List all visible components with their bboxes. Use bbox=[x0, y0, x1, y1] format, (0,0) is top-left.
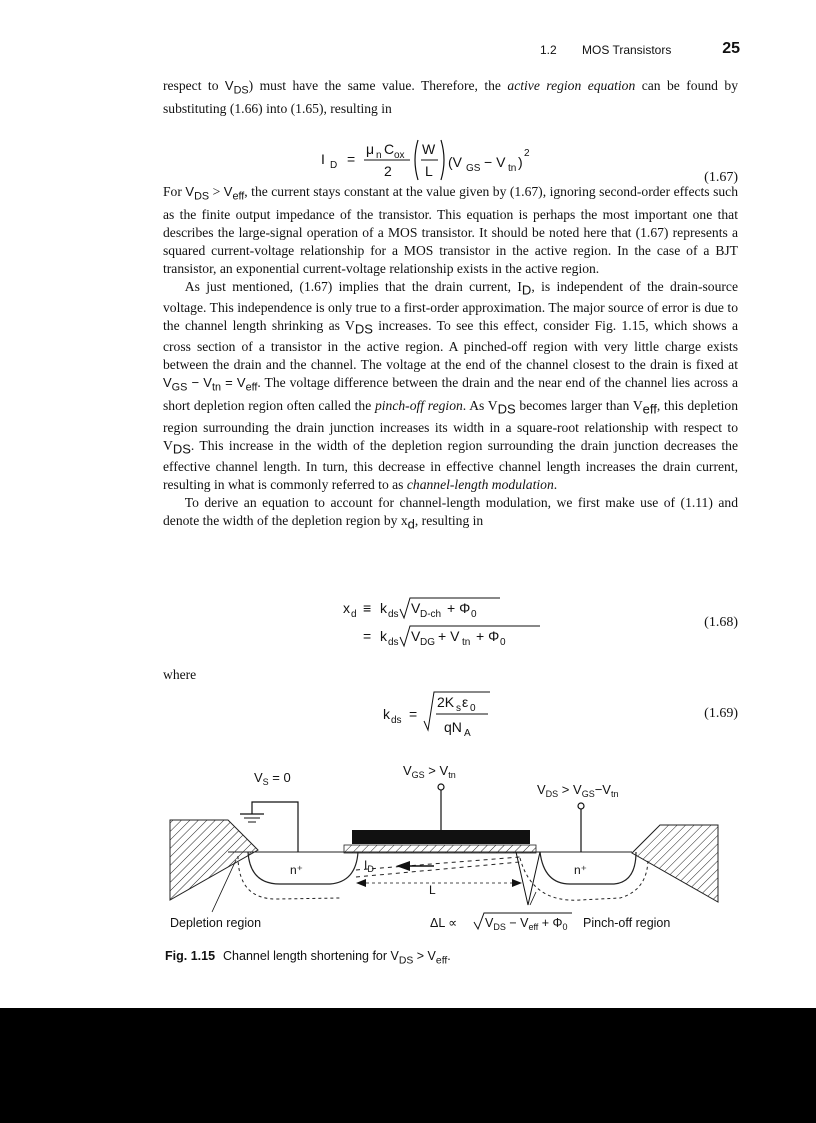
text: V bbox=[224, 78, 234, 93]
svg-text:x: x bbox=[343, 600, 350, 616]
svg-text:+ Φ: + Φ bbox=[447, 600, 471, 616]
gate-electrode bbox=[352, 830, 530, 844]
svg-text:qN: qN bbox=[444, 719, 462, 735]
svg-text:ds: ds bbox=[391, 715, 402, 726]
text: . As V bbox=[462, 398, 498, 414]
text: For bbox=[163, 184, 186, 199]
equation-number: (1.68) bbox=[704, 615, 738, 630]
text: . This increase in the width of the depletion region surrounding the drain junction decreases the effective channel length. In turn, this decrease in effective channel length increases the drain current, resulting in what is commonly referred to as bbox=[163, 437, 738, 493]
svg-text:DG: DG bbox=[420, 637, 435, 648]
svg-text:+ Φ: + Φ bbox=[476, 628, 500, 644]
svg-text:=: = bbox=[347, 151, 356, 167]
svg-text:VDS > VGS−Vtn: $V_{DS} > V_{GS}-V_{tn}$ bbox=[537, 782, 619, 799]
delta-l-label: ΔL ∝ bbox=[430, 916, 458, 930]
svg-text:2K: 2K bbox=[437, 694, 455, 710]
svg-text:VGS > Vtn: $V_{GS} > V_{tn}$ bbox=[403, 763, 456, 780]
text: , resulting in bbox=[414, 512, 484, 528]
svg-text:μ: μ bbox=[366, 141, 375, 157]
svg-text:A: A bbox=[464, 728, 471, 739]
text: To derive an equation to account for channel-length modulation, we first make use of (1.11) and denote the width of the depletion region by x bbox=[163, 494, 738, 528]
svg-text:W: W bbox=[422, 141, 436, 157]
equation-number: (1.67) bbox=[704, 170, 738, 185]
drain-nplus-label: n⁺ bbox=[574, 863, 588, 877]
svg-text:tn: tn bbox=[508, 163, 517, 174]
text: DS bbox=[398, 955, 414, 967]
svg-text:2: 2 bbox=[524, 148, 530, 159]
depletion-region-label: Depletion region bbox=[170, 916, 262, 930]
svg-text:GS: GS bbox=[466, 163, 481, 174]
equation-number: (1.69) bbox=[704, 706, 738, 721]
where-text: where bbox=[163, 667, 197, 682]
svg-text:V: V bbox=[411, 600, 421, 616]
field-oxide-right bbox=[632, 825, 718, 902]
text: DS bbox=[233, 84, 249, 97]
text: respect to bbox=[163, 78, 225, 93]
svg-text:C: C bbox=[384, 141, 395, 157]
svg-text:d: d bbox=[351, 609, 357, 620]
figure-caption bbox=[165, 949, 451, 967]
l-label: L bbox=[429, 883, 436, 897]
drain-diffusion bbox=[540, 852, 636, 884]
text: becomes larger than V bbox=[515, 398, 643, 414]
svg-text:): ) bbox=[518, 154, 523, 170]
text: . The voltage difference between the drain and the near end of the channel lies across a short depletion region often called the bbox=[163, 375, 738, 414]
text: can be found by substituting (1.66) into (1.65), resulting in bbox=[163, 78, 738, 117]
svg-text:ds: ds bbox=[388, 609, 399, 620]
svg-text:(V: (V bbox=[448, 154, 462, 170]
pinch-off-region-label: Pinch-off region bbox=[583, 916, 671, 930]
svg-text:0: 0 bbox=[470, 703, 476, 714]
text: As just mentioned, (1.67) implies that the drain current, I bbox=[184, 278, 522, 294]
text: ) must have the same value. Therefore, the bbox=[248, 78, 508, 93]
svg-text:k: k bbox=[383, 706, 390, 722]
text: eff bbox=[435, 955, 448, 967]
svg-text:=: = bbox=[409, 706, 418, 722]
channel bbox=[356, 857, 520, 870]
text: > bbox=[209, 184, 224, 199]
source-terminal bbox=[252, 802, 298, 852]
gate-oxide bbox=[344, 845, 536, 853]
svg-text:tn: tn bbox=[462, 637, 471, 648]
svg-text:=: = bbox=[363, 628, 372, 644]
section-number: 1.2 bbox=[540, 43, 557, 57]
svg-text:ox: ox bbox=[394, 150, 405, 161]
svg-text:+ V: + V bbox=[438, 628, 460, 644]
text: increases. To see this effect, consider Fig. 1.15, which shows a cross section of a transistor in the active region. A pinched-off region with very little charge exists between the drain and the channel. The voltage at the end of the channel closest to the drain is fixed at bbox=[163, 317, 738, 373]
svg-text:VDS − Veff + Φ0: $V_{DS} - V_{eff} + \Phi_0$ bbox=[485, 916, 568, 932]
text: . bbox=[447, 949, 451, 963]
pinch-off-wedge bbox=[516, 852, 540, 905]
svg-text:VS = 0: $V_S = 0$ bbox=[254, 770, 291, 787]
svg-text:n: n bbox=[376, 150, 382, 161]
svg-text:I: I bbox=[321, 151, 325, 167]
svg-text:2: 2 bbox=[384, 163, 392, 179]
svg-text:D-ch: D-ch bbox=[420, 609, 442, 620]
source-depletion bbox=[238, 856, 340, 899]
field-oxide-left bbox=[170, 820, 258, 900]
svg-text:ε: ε bbox=[462, 694, 469, 710]
svg-text:s: s bbox=[456, 703, 461, 714]
scan-black-margin bbox=[0, 1008, 816, 1123]
section-title: MOS Transistors bbox=[582, 43, 672, 57]
svg-text:k: k bbox=[380, 600, 387, 616]
svg-text:− V: − V bbox=[484, 154, 506, 170]
term-pinch-off-region: pinch-off region bbox=[374, 398, 463, 414]
caption-number: Fig. 1.15 bbox=[165, 949, 216, 963]
text: . bbox=[553, 477, 558, 493]
svg-text:ds: ds bbox=[388, 637, 399, 648]
text: > V bbox=[413, 949, 436, 963]
svg-text:0: 0 bbox=[471, 609, 477, 620]
text: , is independent of the drain-source voltage. This independence is only true to a first-order approximation. The major source of error is due to the channel length shrinking as V bbox=[163, 278, 738, 333]
caption-text: Channel length shortening for V bbox=[223, 949, 399, 963]
svg-text:D: D bbox=[330, 160, 338, 171]
page-number: 25 bbox=[722, 40, 740, 57]
paragraph-body: For $V_{DS} > V_{eff}$, the current stays constant at the value given by (1.67), ignoring second-order effects such as the finite output impedance of the transistor. This equation is perhaps the most important one that describes the large-signal operation of a MOS transistor. It should be noted here that (1.67) represents a squared current-voltage relationship for a MOS transistor in the active region. In the case of a BJT transistor, an exponential current-voltage relationship exists in the active region. As just mentioned, (1.67) implies that the drain current, $I_D$, is independent of the drain-source voltage. This independence is only true to a first-order approximation. The major source of error is due to the channel length shrinking as $V_{DS}$ increases. To see this effect, consider Fig. 1.15, which shows a cross section of a transistor in the active region. A pinched-off region with very little charge exists between the drain and the channel. The voltage at the end of the channel closest to the drain is fixed at $V_{GS} - V_{tn} = V_{eff}$. The voltage difference between the drain and the near end of the channel lies across a short depletion region often called the pinch-off region. As $V_{DS}$ becomes larger than $V_{eff}$, this depletion region surrounding the drain junction increases its width in a square-root relationship with respect to $V_{DS}$. This increase in the width of the depletion region surrounding the drain junction decreases the effective channel length. In turn, this decrease in effective channel length increases the drain current, resulting in what is commonly referred to as channel-length modulation. To derive an equation to account for channel-length modulation, we first make use of (1.11) and denote the width of the depletion region by $x_d$, resulting in bbox=[163, 184, 739, 532]
text: , the current stays constant at the value given by (1.67), ignoring second-order effects such as the finite output impedance of the transistor. This equation is perhaps the most important one that describes the large-signal operation of a MOS transistor. It should be noted here that (1.67) represents a squared current-voltage relationship for a MOS transistor in the active region. In the case of a BJT transistor, an exponential current-voltage relationship exists in the active region. bbox=[163, 184, 738, 276]
term-channel-length-modulation: channel-length modulation bbox=[406, 477, 554, 493]
svg-text:k: k bbox=[380, 628, 387, 644]
svg-text:L: L bbox=[425, 163, 433, 179]
svg-text:≡: ≡ bbox=[363, 600, 372, 616]
svg-text:0: 0 bbox=[500, 637, 506, 648]
term-active-region-equation: active region equation bbox=[507, 78, 636, 93]
svg-text:V: V bbox=[411, 628, 421, 644]
source-nplus-label: n⁺ bbox=[290, 863, 304, 877]
id-label: $I_D$ bbox=[364, 858, 374, 874]
text: , this depletion region surrounding the drain junction increases its width in a square-root relationship with respect to V bbox=[163, 398, 739, 453]
